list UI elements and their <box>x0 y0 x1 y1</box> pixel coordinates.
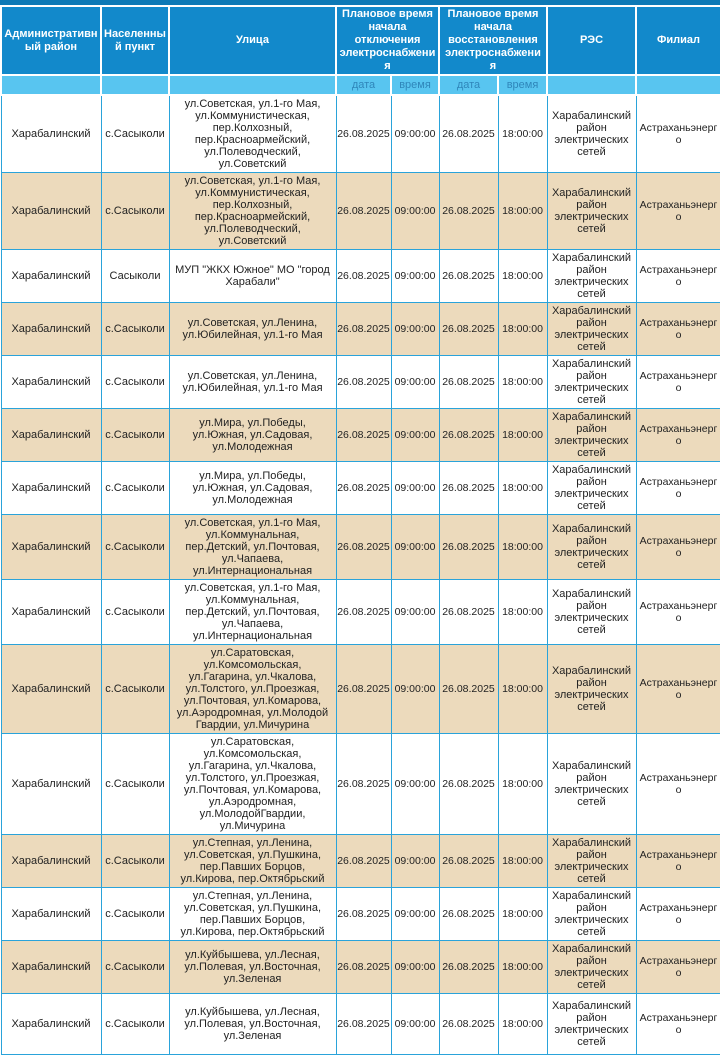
cell-outage-date: 26.08.2025 <box>336 303 391 356</box>
cell-restore-time: 18:00:00 <box>498 645 547 734</box>
cell-outage-time: 09:00:00 <box>391 173 439 250</box>
cell-restore-date: 26.08.2025 <box>439 835 498 888</box>
cell-res: Харабалинский район электрических сетей <box>547 303 636 356</box>
cell-outage-date: 26.08.2025 <box>336 734 391 835</box>
table-row <box>1 994 720 1055</box>
cell-restore-date: 26.08.2025 <box>439 580 498 645</box>
column-header-branch: Филиал <box>636 6 720 75</box>
cell-admin-district: Харабалинский <box>1 250 101 303</box>
cell-res: Харабалинский район электрических сетей <box>547 835 636 888</box>
cell-settlement: с.Сасыколи <box>101 835 169 888</box>
cell-res: Харабалинский район электрических сетей <box>547 888 636 941</box>
cell-outage-time: 09:00:00 <box>391 734 439 835</box>
cell-street: ул.Куйбышева, ул.Лесная, ул.Полевая, ул.Восточная, ул.Зеленая <box>169 941 336 994</box>
cell-res: Харабалинский район электрических сетей <box>547 994 636 1055</box>
cell-restore-date: 26.08.2025 <box>439 645 498 734</box>
cell-admin-district: Харабалинский <box>1 734 101 835</box>
subheader-outage-date: дата <box>336 75 391 95</box>
cell-settlement: с.Сасыколи <box>101 356 169 409</box>
cell-street: ул.Советская, ул.1-го Мая, ул.Коммунистическая, пер.Колхозный, пер.Красноармейский, ул.Полеводческий, ул.Советский <box>169 95 336 173</box>
cell-outage-date: 26.08.2025 <box>336 250 391 303</box>
cell-outage-date: 26.08.2025 <box>336 462 391 515</box>
cell-settlement: с.Сасыколи <box>101 580 169 645</box>
cell-restore-time: 18:00:00 <box>498 580 547 645</box>
cell-admin-district: Харабалинский <box>1 994 101 1055</box>
cell-branch: Астраханьэнерго <box>636 888 720 941</box>
outage-schedule-table <box>0 5 720 1055</box>
cell-outage-date: 26.08.2025 <box>336 95 391 173</box>
cell-restore-date: 26.08.2025 <box>439 888 498 941</box>
column-header-settlement: Населенный пункт <box>101 6 169 75</box>
cell-restore-date: 26.08.2025 <box>439 95 498 173</box>
header-row <box>1 6 720 75</box>
table-row <box>1 580 720 645</box>
cell-branch: Астраханьэнерго <box>636 835 720 888</box>
cell-outage-time: 09:00:00 <box>391 888 439 941</box>
table-row <box>1 173 720 250</box>
cell-restore-date: 26.08.2025 <box>439 462 498 515</box>
cell-restore-time: 18:00:00 <box>498 835 547 888</box>
cell-res: Харабалинский район электрических сетей <box>547 409 636 462</box>
cell-restore-date: 26.08.2025 <box>439 409 498 462</box>
table-row <box>1 734 720 835</box>
cell-restore-date: 26.08.2025 <box>439 994 498 1055</box>
table-row <box>1 835 720 888</box>
table-row <box>1 303 720 356</box>
subheader-empty <box>101 75 169 95</box>
cell-res: Харабалинский район электрических сетей <box>547 462 636 515</box>
cell-restore-date: 26.08.2025 <box>439 303 498 356</box>
cell-branch: Астраханьэнерго <box>636 173 720 250</box>
cell-street: МУП "ЖКХ Южное" МО "город Харабали" <box>169 250 336 303</box>
cell-admin-district: Харабалинский <box>1 409 101 462</box>
cell-restore-time: 18:00:00 <box>498 888 547 941</box>
table-row <box>1 888 720 941</box>
cell-outage-time: 09:00:00 <box>391 409 439 462</box>
cell-outage-time: 09:00:00 <box>391 580 439 645</box>
cell-restore-time: 18:00:00 <box>498 356 547 409</box>
cell-outage-time: 09:00:00 <box>391 994 439 1055</box>
cell-restore-time: 18:00:00 <box>498 409 547 462</box>
cell-res: Харабалинский район электрических сетей <box>547 250 636 303</box>
column-header-outage-time: Плановое время начала отключения электроснабжения <box>336 6 439 75</box>
column-header-street: Улица <box>169 6 336 75</box>
subheader-empty <box>547 75 636 95</box>
table-row <box>1 645 720 734</box>
cell-branch: Астраханьэнерго <box>636 303 720 356</box>
cell-street: ул.Степная, ул.Ленина, ул.Советская, ул.Пушкина, пер.Павших Борцов, ул.Кирова, пер.Октябрьский <box>169 888 336 941</box>
cell-street: ул.Советская, ул.Ленина, ул.Юбилейная, ул.1-го Мая <box>169 356 336 409</box>
cell-admin-district: Харабалинский <box>1 515 101 580</box>
subheader-empty <box>1 75 101 95</box>
cell-settlement: с.Сасыколи <box>101 645 169 734</box>
cell-street: ул.Саратовская, ул.Комсомольская, ул.Гагарина, ул.Чкалова, ул.Толстого, ул.Проезжая, ул.Почтовая, ул.Комарова, ул.Аэродромная, ул.Молодой Гвардии, ул.Мичурина <box>169 645 336 734</box>
cell-street: ул.Мира, ул.Победы, ул.Южная, ул.Садовая, ул.Молодежная <box>169 409 336 462</box>
cell-branch: Астраханьэнерго <box>636 462 720 515</box>
cell-outage-time: 09:00:00 <box>391 515 439 580</box>
cell-branch: Астраханьэнерго <box>636 734 720 835</box>
cell-restore-time: 18:00:00 <box>498 734 547 835</box>
cell-settlement: с.Сасыколи <box>101 941 169 994</box>
cell-outage-time: 09:00:00 <box>391 645 439 734</box>
cell-street: ул.Советская, ул.1-го Мая, ул.Коммунальная, пер.Детский, ул.Почтовая, ул.Чапаева, ул.Интернациональная <box>169 515 336 580</box>
cell-admin-district: Харабалинский <box>1 835 101 888</box>
table-row <box>1 95 720 173</box>
cell-res: Харабалинский район электрических сетей <box>547 95 636 173</box>
cell-admin-district: Харабалинский <box>1 303 101 356</box>
cell-restore-time: 18:00:00 <box>498 462 547 515</box>
table-row <box>1 356 720 409</box>
cell-settlement: с.Сасыколи <box>101 515 169 580</box>
cell-res: Харабалинский район электрических сетей <box>547 941 636 994</box>
cell-restore-date: 26.08.2025 <box>439 173 498 250</box>
cell-settlement: с.Сасыколи <box>101 409 169 462</box>
cell-outage-time: 09:00:00 <box>391 303 439 356</box>
cell-street: ул.Куйбышева, ул.Лесная, ул.Полевая, ул.Восточная, ул.Зеленая <box>169 994 336 1055</box>
subheader-empty <box>169 75 336 95</box>
cell-admin-district: Харабалинский <box>1 888 101 941</box>
cell-street: ул.Степная, ул.Ленина, ул.Советская, ул.Пушкина, пер.Павших Борцов, ул.Кирова, пер.Октябрьский <box>169 835 336 888</box>
column-header-res: РЭС <box>547 6 636 75</box>
column-header-admin-district: Административный район <box>1 6 101 75</box>
cell-restore-date: 26.08.2025 <box>439 356 498 409</box>
cell-restore-date: 26.08.2025 <box>439 250 498 303</box>
cell-outage-date: 26.08.2025 <box>336 515 391 580</box>
cell-settlement: с.Сасыколи <box>101 462 169 515</box>
subheader-restore-date: дата <box>439 75 498 95</box>
cell-res: Харабалинский район электрических сетей <box>547 515 636 580</box>
cell-admin-district: Харабалинский <box>1 645 101 734</box>
cell-settlement: Сасыколи <box>101 250 169 303</box>
cell-restore-date: 26.08.2025 <box>439 941 498 994</box>
cell-restore-time: 18:00:00 <box>498 173 547 250</box>
cell-branch: Астраханьэнерго <box>636 95 720 173</box>
cell-res: Харабалинский район электрических сетей <box>547 734 636 835</box>
cell-settlement: с.Сасыколи <box>101 734 169 835</box>
cell-res: Харабалинский район электрических сетей <box>547 356 636 409</box>
cell-admin-district: Харабалинский <box>1 173 101 250</box>
cell-outage-time: 09:00:00 <box>391 95 439 173</box>
cell-restore-time: 18:00:00 <box>498 941 547 994</box>
cell-settlement: с.Сасыколи <box>101 173 169 250</box>
table-row <box>1 462 720 515</box>
cell-restore-time: 18:00:00 <box>498 250 547 303</box>
cell-res: Харабалинский район электрических сетей <box>547 580 636 645</box>
cell-outage-date: 26.08.2025 <box>336 409 391 462</box>
cell-street: ул.Советская, ул.1-го Мая, ул.Коммунальная, пер.Детский, ул.Почтовая, ул.Чапаева, ул.Интернациональная <box>169 580 336 645</box>
cell-admin-district: Харабалинский <box>1 941 101 994</box>
cell-street: ул.Мира, ул.Победы, ул.Южная, ул.Садовая, ул.Молодежная <box>169 462 336 515</box>
subheader-empty <box>636 75 720 95</box>
cell-admin-district: Харабалинский <box>1 356 101 409</box>
cell-branch: Астраханьэнерго <box>636 250 720 303</box>
cell-street: ул.Саратовская, ул.Комсомольская, ул.Гагарина, ул.Чкалова, ул.Толстого, ул.Проезжая, ул.Почтовая, ул.Комарова, ул.Аэродромная, ул.МолодойГвардии, ул.Мичурина <box>169 734 336 835</box>
cell-outage-date: 26.08.2025 <box>336 580 391 645</box>
cell-res: Харабалинский район электрических сетей <box>547 645 636 734</box>
cell-restore-time: 18:00:00 <box>498 515 547 580</box>
cell-branch: Астраханьэнерго <box>636 356 720 409</box>
cell-outage-time: 09:00:00 <box>391 356 439 409</box>
cell-branch: Астраханьэнерго <box>636 580 720 645</box>
cell-outage-date: 26.08.2025 <box>336 888 391 941</box>
cell-outage-date: 26.08.2025 <box>336 645 391 734</box>
cell-outage-date: 26.08.2025 <box>336 173 391 250</box>
cell-outage-date: 26.08.2025 <box>336 941 391 994</box>
cell-restore-time: 18:00:00 <box>498 994 547 1055</box>
cell-branch: Астраханьэнерго <box>636 994 720 1055</box>
cell-res: Харабалинский район электрических сетей <box>547 173 636 250</box>
cell-street: ул.Советская, ул.1-го Мая, ул.Коммунистическая, пер.Колхозный, пер.Красноармейский, ул.Полеводческий, ул.Советский <box>169 173 336 250</box>
cell-outage-date: 26.08.2025 <box>336 835 391 888</box>
cell-admin-district: Харабалинский <box>1 95 101 173</box>
table-row <box>1 515 720 580</box>
cell-restore-time: 18:00:00 <box>498 95 547 173</box>
column-header-restore-time: Плановое время начала восстановления электроснабжения <box>439 6 547 75</box>
cell-branch: Астраханьэнерго <box>636 515 720 580</box>
cell-settlement: с.Сасыколи <box>101 303 169 356</box>
cell-outage-time: 09:00:00 <box>391 941 439 994</box>
subheader-outage-time: время <box>391 75 439 95</box>
cell-street: ул.Советская, ул.Ленина, ул.Юбилейная, ул.1-го Мая <box>169 303 336 356</box>
cell-branch: Астраханьэнерго <box>636 409 720 462</box>
cell-settlement: с.Сасыколи <box>101 95 169 173</box>
table-row <box>1 250 720 303</box>
cell-outage-time: 09:00:00 <box>391 835 439 888</box>
cell-restore-date: 26.08.2025 <box>439 515 498 580</box>
cell-outage-time: 09:00:00 <box>391 250 439 303</box>
cell-restore-time: 18:00:00 <box>498 303 547 356</box>
cell-admin-district: Харабалинский <box>1 580 101 645</box>
cell-outage-date: 26.08.2025 <box>336 356 391 409</box>
cell-branch: Астраханьэнерго <box>636 645 720 734</box>
subheader-restore-time: время <box>498 75 547 95</box>
cell-settlement: с.Сасыколи <box>101 994 169 1055</box>
table-row <box>1 409 720 462</box>
cell-admin-district: Харабалинский <box>1 462 101 515</box>
cell-branch: Астраханьэнерго <box>636 941 720 994</box>
cell-restore-date: 26.08.2025 <box>439 734 498 835</box>
subheader-row <box>1 75 720 95</box>
table-row <box>1 941 720 994</box>
cell-settlement: с.Сасыколи <box>101 888 169 941</box>
cell-outage-time: 09:00:00 <box>391 462 439 515</box>
cell-outage-date: 26.08.2025 <box>336 994 391 1055</box>
